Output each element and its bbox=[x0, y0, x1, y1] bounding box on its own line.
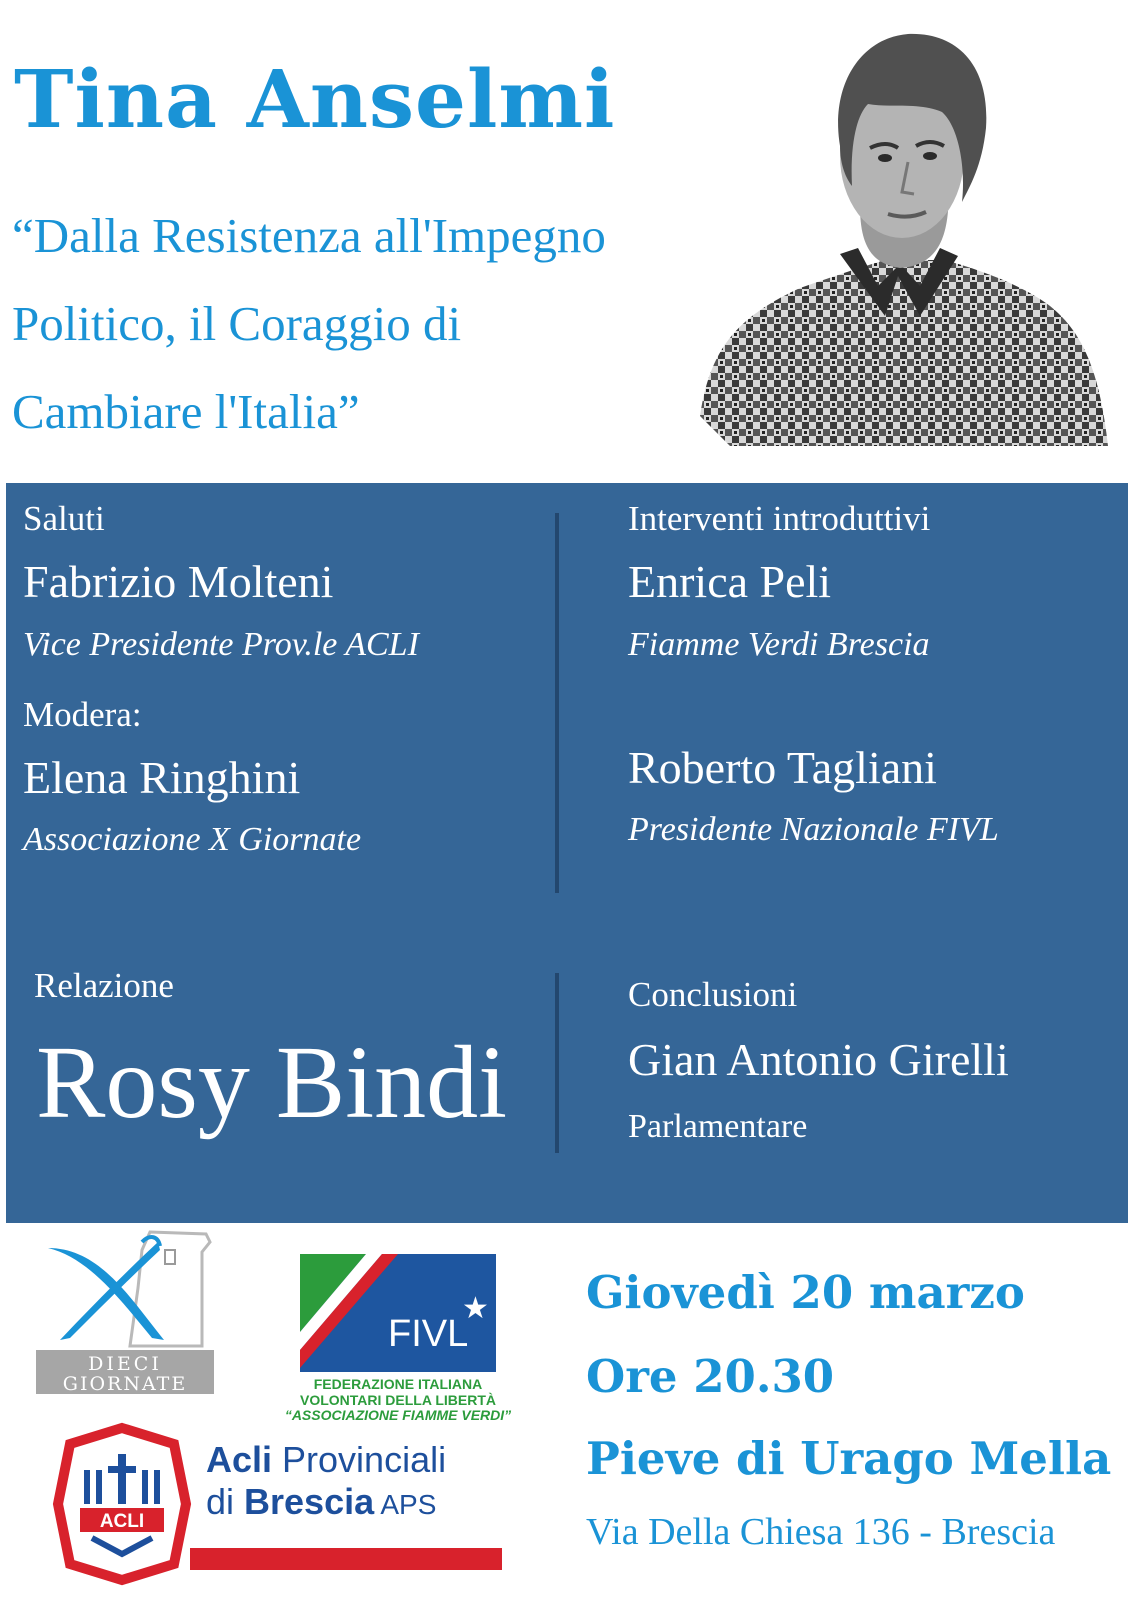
event-subtitle bbox=[12, 192, 732, 456]
conclusioni-role: Parlamentare bbox=[628, 1108, 808, 1145]
event-place: Pieve di Urago Mella bbox=[586, 1432, 1112, 1485]
interventi-label: Interventi introduttivi bbox=[628, 499, 931, 538]
acli-text-1 bbox=[206, 1439, 446, 1480]
portrait-photo bbox=[690, 16, 1115, 446]
conclusioni-name: Gian Antonio Girelli bbox=[628, 1034, 1009, 1085]
saluti-name: Fabrizio Molteni bbox=[23, 556, 334, 607]
fivl-text-1: FEDERAZIONE ITALIANA bbox=[313, 1376, 483, 1392]
divider-bottom bbox=[555, 973, 559, 1153]
divider-top bbox=[555, 513, 559, 893]
speaker2-name: Roberto Tagliani bbox=[628, 742, 937, 793]
subtitle-line: “Dalla Resistenza all'Impegno bbox=[12, 208, 606, 263]
acli-text-2c: APS bbox=[374, 1489, 437, 1520]
modera-label: Modera: bbox=[23, 695, 142, 734]
conclusioni-label: Conclusioni bbox=[628, 975, 798, 1014]
subtitle-line: Politico, il Coraggio di bbox=[12, 296, 462, 351]
speaker1-role: Fiamme Verdi Brescia bbox=[628, 626, 930, 663]
program-panel bbox=[6, 483, 1128, 1223]
fivl-logo bbox=[270, 1252, 540, 1420]
dieci-giornate-text-2: GIORNATE bbox=[62, 1373, 188, 1395]
relazione-label: Relazione bbox=[34, 966, 174, 1005]
speaker2-role: Presidente Nazionale FIVL bbox=[628, 811, 999, 848]
fivl-text-3: “ASSOCIAZIONE FIAMME VERDI” bbox=[284, 1407, 512, 1420]
acli-text-1a: Acli bbox=[206, 1439, 273, 1480]
saluti-role: Vice Presidente Prov.le ACLI bbox=[23, 626, 419, 663]
dieci-giornate-text-1: DIECI bbox=[88, 1353, 162, 1375]
subtitle-line: Cambiare l'Italia” bbox=[12, 384, 360, 439]
fivl-text-2: VOLONTARI DELLA LIBERTÀ bbox=[300, 1392, 496, 1408]
event-time: Ore 20.30 bbox=[586, 1350, 835, 1403]
relazione-name: Rosy Bindi bbox=[36, 1025, 507, 1140]
acli-text-2a: di bbox=[206, 1481, 245, 1522]
modera-name: Elena Ringhini bbox=[23, 752, 301, 803]
acli-logo bbox=[50, 1420, 510, 1590]
star-icon: ★ bbox=[462, 1291, 489, 1326]
event-title: Tina Anselmi bbox=[14, 52, 616, 146]
acli-text-1b: Provinciali bbox=[272, 1439, 447, 1480]
event-address: Via Della Chiesa 136 - Brescia bbox=[586, 1511, 1056, 1553]
acli-text-2b: Brescia bbox=[244, 1481, 375, 1522]
dieci-giornate-logo bbox=[30, 1228, 220, 1398]
modera-role: Associazione X Giornate bbox=[23, 821, 362, 858]
acli-abbr: ACLI bbox=[99, 1511, 145, 1532]
saluti-label: Saluti bbox=[23, 499, 105, 538]
acli-text-2 bbox=[206, 1481, 436, 1522]
fivl-abbr: FIVL bbox=[388, 1313, 469, 1355]
event-date: Giovedì 20 marzo bbox=[586, 1266, 1025, 1319]
speaker1-name: Enrica Peli bbox=[628, 556, 832, 607]
